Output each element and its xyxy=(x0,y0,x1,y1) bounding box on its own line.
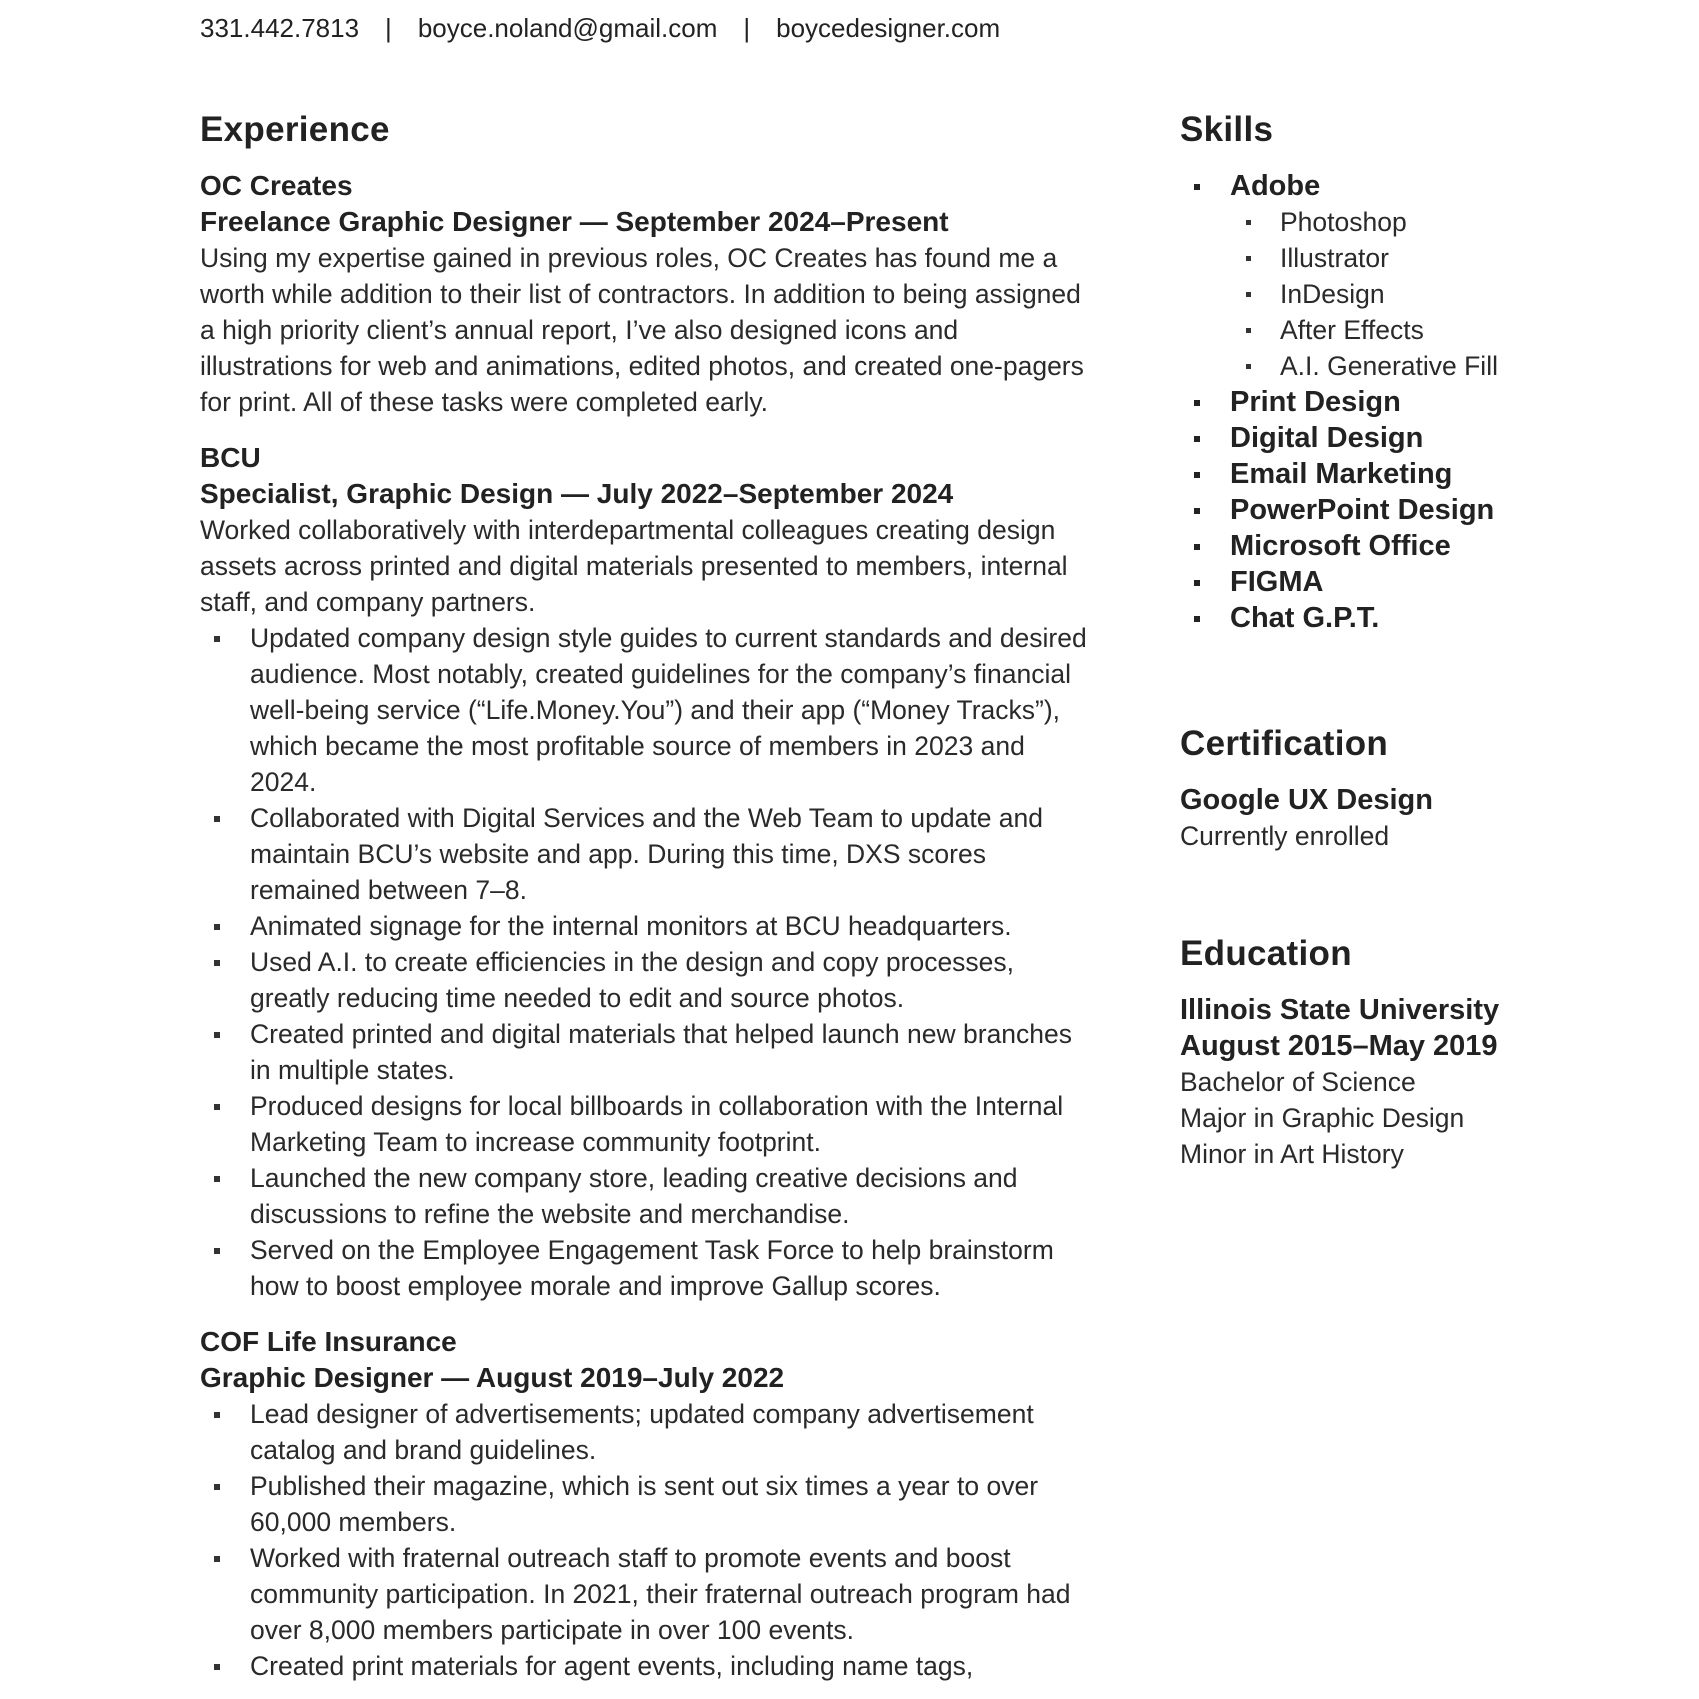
skills-list xyxy=(1180,168,1670,636)
employer-name: OC Creates xyxy=(200,170,353,201)
email-address: boyce.noland@gmail.com xyxy=(417,13,718,43)
list-item: Created print materials for agent events, including name tags, xyxy=(250,1648,1090,1684)
education-section xyxy=(1180,926,1670,1172)
list-item: Collaborated with Digital Services and the Web Team to update and maintain BCU’s website and app. During this time, DXS scores remained between 7–8. xyxy=(250,800,1090,908)
job-entry xyxy=(200,168,1090,420)
subskill-item: A.I. Generative Fill xyxy=(1280,348,1670,384)
skill-item xyxy=(1230,168,1670,384)
contact-separator: | xyxy=(743,13,751,43)
contact-line xyxy=(200,8,1000,48)
certification-status: Currently enrolled xyxy=(1180,821,1390,851)
education-heading: Education xyxy=(1180,934,1352,973)
job-bullets xyxy=(200,1396,1090,1684)
major: Major in Graphic Design xyxy=(1180,1103,1465,1133)
adobe-subskills xyxy=(1230,204,1670,384)
skill-item: Chat G.P.T. xyxy=(1230,600,1670,636)
subskill-item: Illustrator xyxy=(1280,240,1670,276)
skill-item: Print Design xyxy=(1230,384,1670,420)
list-item: Lead designer of advertisements; updated company advertisement catalog and brand guidelines. xyxy=(250,1396,1090,1468)
subskill-item: InDesign xyxy=(1280,276,1670,312)
job-description: Worked collaboratively with interdepartmental colleagues creating design assets across printed and digital materials presented to members, internal staff, and company partners. xyxy=(200,515,1068,617)
skill-item: Microsoft Office xyxy=(1230,528,1670,564)
experience-column xyxy=(200,102,1090,1684)
list-item: Served on the Employee Engagement Task Force to help brainstorm how to boost employee morale and improve Gallup scores. xyxy=(250,1232,1090,1304)
school-name: Illinois State University xyxy=(1180,994,1500,1026)
list-item: Used A.I. to create efficiencies in the design and copy processes, greatly reducing time needed to edit and source photos. xyxy=(250,944,1090,1016)
degree: Bachelor of Science xyxy=(1180,1067,1416,1097)
list-item: Updated company design style guides to current standards and desired audience. Most notably, created guidelines for the company’s financial well-being service (“Life.Money.You”) and their app (“Money Tracks”), which became the most profitable source of members in 2023 and 2024. xyxy=(250,620,1090,800)
phone-number: 331.442.7813 xyxy=(200,13,360,43)
experience-heading: Experience xyxy=(200,110,390,149)
job-role: Graphic Designer — August 2019–July 2022 xyxy=(200,1362,785,1393)
employer-name: COF Life Insurance xyxy=(200,1326,457,1357)
job-entry xyxy=(200,1324,1090,1684)
skill-item: PowerPoint Design xyxy=(1230,492,1670,528)
job-role: Freelance Graphic Designer — September 2024–Present xyxy=(200,206,949,237)
sidebar-column xyxy=(1180,102,1670,1172)
employer-name: BCU xyxy=(200,442,261,473)
job-role: Specialist, Graphic Design — July 2022–September 2024 xyxy=(200,478,954,509)
contact-separator: | xyxy=(385,13,392,43)
list-item: Created printed and digital materials that helped launch new branches in multiple states. xyxy=(250,1016,1090,1088)
list-item: Published their magazine, which is sent out six times a year to over 60,000 members. xyxy=(250,1468,1090,1540)
list-item: Worked with fraternal outreach staff to promote events and boost community participation. In 2021, their fraternal outreach program had over 8,000 members participate in over 100 events. xyxy=(250,1540,1090,1648)
skill-item: Digital Design xyxy=(1230,420,1670,456)
job-entry xyxy=(200,440,1090,1304)
list-item: Animated signage for the internal monitors at BCU headquarters. xyxy=(250,908,1090,944)
education-dates: August 2015–May 2019 xyxy=(1180,1030,1498,1062)
job-bullets xyxy=(200,620,1090,1304)
certification-section xyxy=(1180,716,1670,854)
certification-name: Google UX Design xyxy=(1180,784,1433,816)
list-item: Produced designs for local billboards in collaboration with the Internal Marketing Team to increase community footprint. xyxy=(250,1088,1090,1160)
skill-label: Adobe xyxy=(1230,170,1321,202)
minor: Minor in Art History xyxy=(1180,1139,1404,1169)
subskill-item: After Effects xyxy=(1280,312,1670,348)
subskill-item: Photoshop xyxy=(1280,204,1670,240)
website-link: boycedesigner.com xyxy=(776,13,1001,43)
list-item: Launched the new company store, leading creative decisions and discussions to refine the website and merchandise. xyxy=(250,1160,1090,1232)
skill-item: FIGMA xyxy=(1230,564,1670,600)
skills-heading: Skills xyxy=(1180,110,1274,149)
skill-item: Email Marketing xyxy=(1230,456,1670,492)
certification-heading: Certification xyxy=(1180,724,1389,763)
job-description: Using my expertise gained in previous roles, OC Creates has found me a worth while addition to their list of contractors. In addition to being assigned a high priority client’s annual report, I’ve also designed icons and illustrations for web and animations, edited photos, and created one-pagers for print. All of these tasks were completed early. xyxy=(200,243,1084,417)
